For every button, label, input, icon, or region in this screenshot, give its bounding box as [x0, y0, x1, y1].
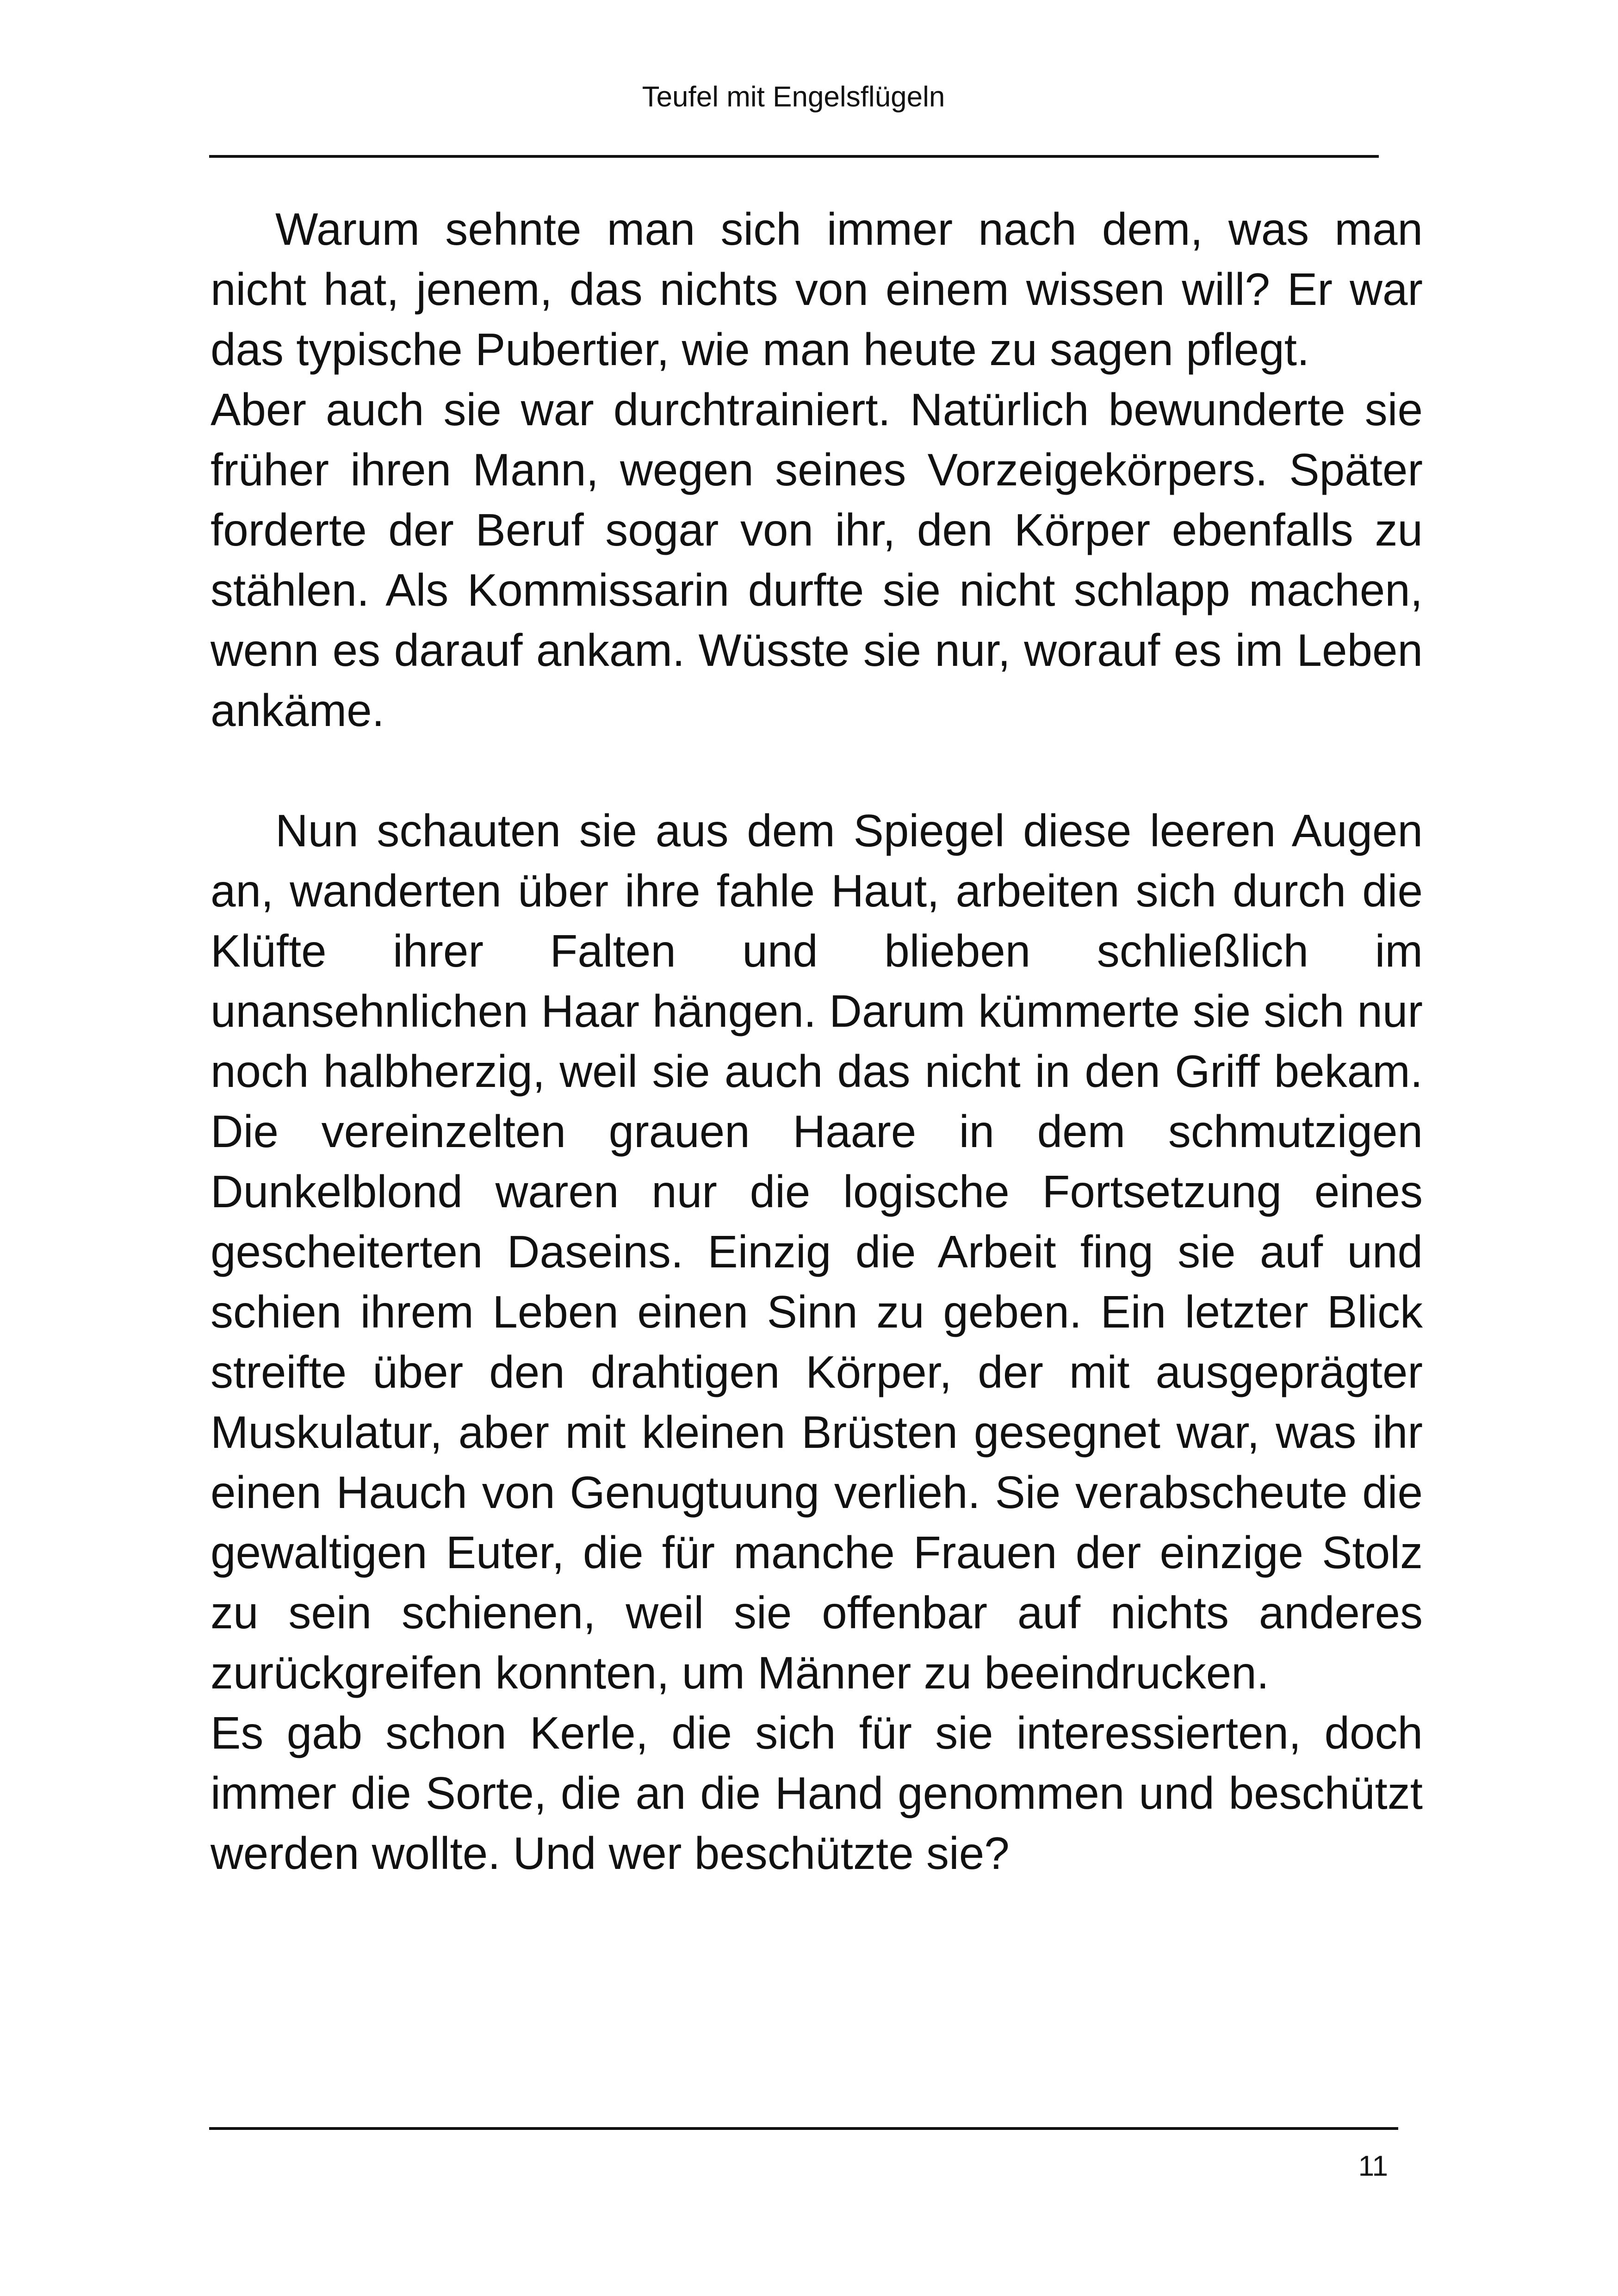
- footer-rule: [209, 2127, 1398, 2130]
- paragraph: Es gab schon Kerle, die sich für sie interessierten, doch immer die Sorte, die an die Hand genommen und beschützt werden wollte. Und wer beschützte sie?: [211, 1707, 1423, 1879]
- paragraph: Aber auch sie war durchtrainiert. Natürlich bewunderte sie früher ihren Mann, wegen seines Vorzeigekörpers. Später forderte der Beruf sogar von ihr, den Körper ebenfalls zu stählen. Als Kommissarin durfte sie nicht schlapp machen, wenn es darauf ankam. Wüsste sie nur, worauf es im Leben ankäme.: [211, 384, 1423, 736]
- paragraph: Nun schauten sie aus dem Spiegel diese leeren Augen an, wanderten über ihre fahle Haut, arbeiten sich durch die Klüfte ihrer Falten und blieben schließlich im unansehnlichen Haar hängen. Darum kümmerte sie sich nur noch halbherzig, weil sie auch das nicht in den Griff bekam. Die vereinzelten grauen Haare in dem schmutzigen Dunkelblond waren nur die logische Fortsetzung eines gescheiterten Daseins. Einzig die Arbeit fing sie auf und schien ihrem Leben einen Sinn zu geben. Ein letzter Blick streifte über den drahtigen Körper, der mit ausgeprägter Muskulatur, aber mit kleinen Brüsten gesegnet war, was ihr einen Hauch von Genugtuung verlieh. Sie verabscheute die gewaltigen Euter, die für manche Frauen der einzige Stolz zu sein schienen, weil sie offenbar auf nichts anderes zurückgreifen konnten, um Männer zu beeindrucken.: [211, 805, 1423, 1698]
- header-rule: [209, 155, 1379, 158]
- paragraph: Warum sehnte man sich immer nach dem, was man nicht hat, jenem, das nichts von einem wissen will? Er war das typische Pubertier, wie man heute zu sagen pflegt.: [211, 204, 1423, 375]
- page-body: [211, 199, 1423, 1883]
- running-header: Teufel mit Engelsflügeln: [642, 81, 945, 113]
- page-number: 11: [1358, 2150, 1388, 2182]
